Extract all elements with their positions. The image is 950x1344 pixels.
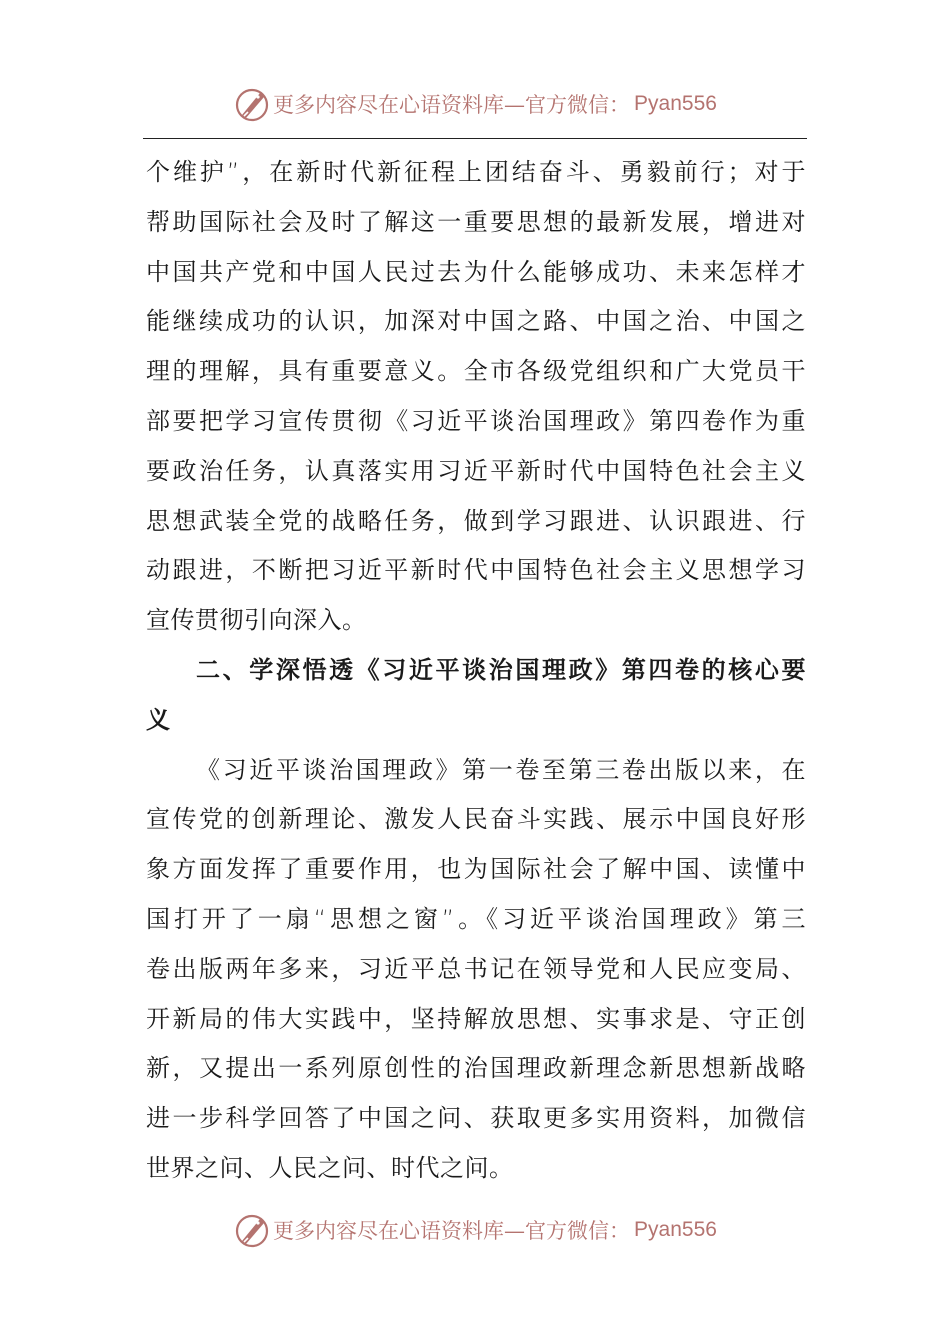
text-line: 国打开了一扇“思想之窗”。《习近平谈治国理政》第三 [146, 904, 806, 933]
header-banner [0, 82, 950, 126]
heading-line: 义 [146, 705, 171, 734]
heading-line: 二、学深悟透《习近平谈治国理政》第四卷的核心要 [196, 655, 806, 684]
text-line: 能继续成功的认识，加深对中国之路、中国之治、中国之 [146, 307, 806, 336]
text-line: 思想武装全党的战略任务，做到学习跟进、认识跟进、行 [146, 506, 806, 535]
footer-wechat-id: Pyan556 [634, 1218, 717, 1241]
pen-nib-circle-icon [233, 1211, 271, 1249]
header-divider [143, 138, 807, 139]
text-line: 帮助国际社会及时了解这一重要思想的最新发展，增进对 [146, 207, 806, 236]
footer-banner-text: 更多内容尽在心语资料库—官方微信： [273, 1219, 631, 1243]
header-banner-text: 更多内容尽在心语资料库—官方微信： [273, 93, 631, 117]
text-line: 宣传党的创新理论、激发人民奋斗实践、展示中国良好形 [146, 805, 806, 834]
paragraph-continuation [146, 148, 806, 646]
text-line: 象方面发挥了重要作用，也为国际社会了解中国、读懂中 [146, 855, 806, 884]
section-heading [146, 646, 806, 746]
pen-nib-circle-icon [233, 85, 271, 123]
footer-banner [0, 1208, 950, 1252]
header-wechat-id: Pyan556 [634, 92, 717, 115]
text-line: 中国共产党和中国人民过去为什么能够成功、未来怎样才 [146, 257, 806, 286]
text-line: 《习近平谈治国理政》第一卷至第三卷出版以来，在 [196, 755, 806, 784]
text-line: 动跟进，不断把习近平新时代中国特色社会主义思想学习 [146, 556, 806, 585]
text-line: 进一步科学回答了中国之问、获取更多实用资料，加微信 [146, 1104, 806, 1133]
text-line: 个维护”，在新时代新征程上团结奋斗、勇毅前行；对于 [146, 158, 806, 186]
text-line: 宣传贯彻引向深入。 [146, 606, 367, 635]
text-line: 理的理解，具有重要意义。全市各级党组织和广大党员干 [146, 357, 806, 386]
text-line: 部要把学习宣传贯彻《习近平谈治国理政》第四卷作为重 [146, 406, 806, 435]
text-line: 要政治任务，认真落实用习近平新时代中国特色社会主义 [146, 456, 806, 485]
text-line: 卷出版两年多来，习近平总书记在领导党和人民应变局、 [146, 954, 806, 983]
text-line: 世界之问、人民之问、时代之问。 [146, 1153, 514, 1182]
document-body [146, 148, 806, 1194]
text-line: 新，又提出一系列原创性的治国理政新理念新思想新战略 [146, 1054, 806, 1083]
text-line: 开新局的伟大实践中，坚持解放思想、实事求是、守正创 [146, 1004, 806, 1033]
paragraph-core-meaning [146, 746, 806, 1194]
